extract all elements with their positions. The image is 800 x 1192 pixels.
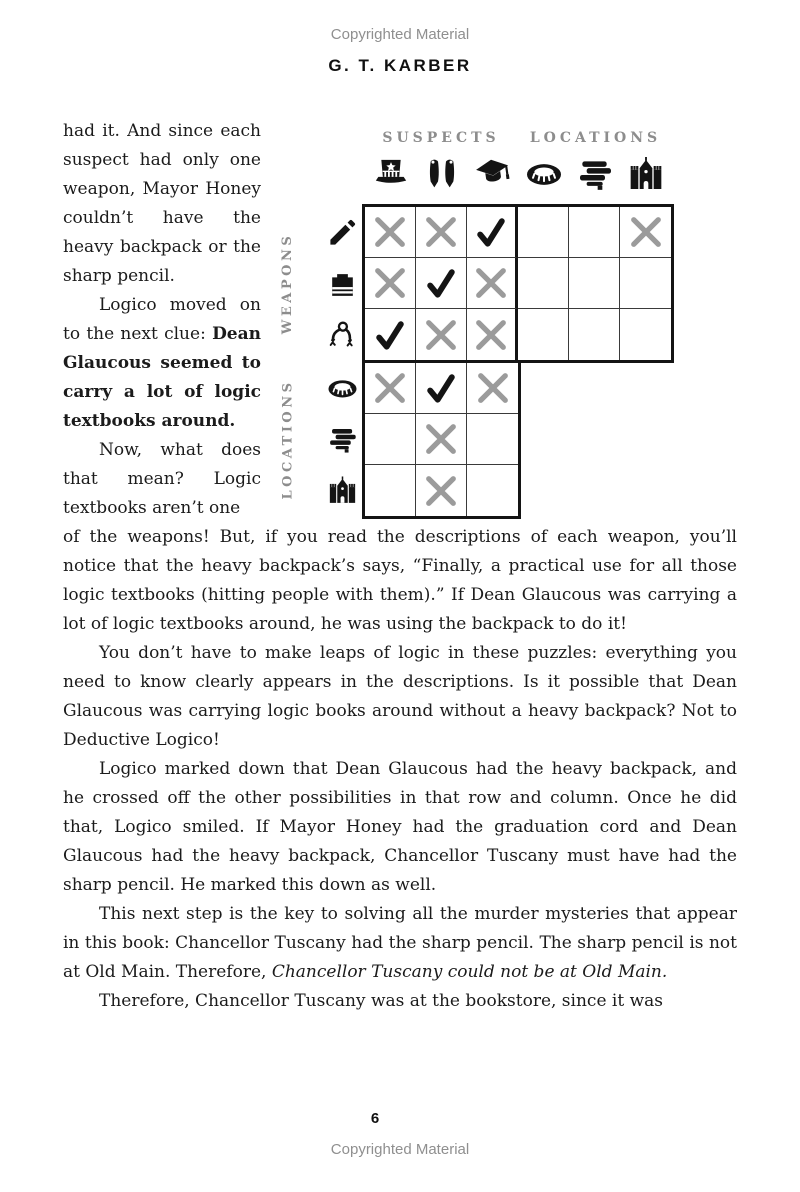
- pencil-icon: [322, 207, 362, 258]
- check-mark-icon: [421, 368, 461, 408]
- grid-cell: [467, 309, 518, 360]
- grid-cell: [569, 309, 620, 360]
- paragraph: This next step is the key to solving all the murder mysteries that appear in this book: Chancellor Tuscany had the sharp pencil. The sharp pencil is not at Old Main. Therefore, Chancellor Tuscany could not be at Old Main.: [63, 904, 737, 982]
- check-mark-icon: [471, 212, 511, 252]
- weapons-side-label: WEAPONS: [280, 232, 296, 335]
- grid-cell: [569, 258, 620, 309]
- locations-group-label: LOCATIONS: [529, 130, 662, 146]
- old-main-icon: [620, 151, 671, 197]
- grid-cell: [569, 207, 620, 258]
- paragraph: Therefore, Chancellor Tuscany was at the bookstore, since it was: [99, 991, 663, 1011]
- x-mark-icon: [470, 262, 512, 304]
- grid-cell: [365, 465, 416, 516]
- grid-cell: [365, 309, 416, 360]
- x-mark-icon: [625, 211, 667, 253]
- grid-cell: [467, 414, 518, 465]
- x-mark-icon: [369, 211, 411, 253]
- grid-cell: [416, 207, 467, 258]
- x-mark-icon: [369, 262, 411, 304]
- grid-cell: [467, 363, 518, 414]
- grid-cell: [467, 465, 518, 516]
- grid-cell: [416, 309, 467, 360]
- page-number: 6: [370, 1110, 380, 1127]
- x-mark-icon: [472, 367, 514, 409]
- x-mark-icon: [470, 314, 512, 356]
- location-row-icons-strip: [322, 363, 362, 516]
- grid-locations-block: [362, 360, 521, 519]
- x-mark-icon: [420, 314, 462, 356]
- header-copyright-notice: Copyrighted Material: [330, 26, 470, 43]
- old-main-icon: [322, 465, 362, 516]
- grid-cell: [518, 207, 569, 258]
- paragraph: Logico marked down that Dean Glaucous had the heavy backpack, and he crossed off the other possibilities in that row and column. Once he did that, Logico smiled. If Mayor Honey had the graduation cord and Dean Glaucous had the heavy backpack, Chancellor Tuscany must have had the sharp pencil. He marked this down as well.: [63, 759, 737, 895]
- grid-cell: [518, 258, 569, 309]
- suspects-group-label: SUSPECTS: [382, 130, 500, 146]
- grid-cell: [365, 414, 416, 465]
- top-hat-icon: [365, 151, 416, 197]
- grid-weapons-block: [362, 204, 674, 363]
- x-mark-icon: [369, 367, 411, 409]
- stadium-icon: [518, 151, 569, 197]
- grid-cell: [416, 414, 467, 465]
- stole-icon: [416, 151, 467, 197]
- backpack-icon: [322, 258, 362, 309]
- grid-cell: [467, 207, 518, 258]
- paragraph: had it. And since each suspect had only one weapon, Mayor Honey couldn’t have the heavy backpack or the sharp pencil.: [63, 121, 261, 286]
- grid-cell: [365, 207, 416, 258]
- grid-cell: [620, 207, 671, 258]
- grid-cell: [620, 258, 671, 309]
- grid-cell: [416, 363, 467, 414]
- paragraph: Logico moved on to the next clue: Dean Glaucous seemed to carry a lot of logic textbooks around.: [63, 295, 261, 431]
- paragraph: Now, what does that mean? Logic textbooks aren’t one: [63, 440, 261, 518]
- check-mark-icon: [421, 263, 461, 303]
- grid-cell: [416, 465, 467, 516]
- grid-cell: [365, 258, 416, 309]
- books-icon: [569, 151, 620, 197]
- cord-icon: [322, 309, 362, 360]
- column-icons-strip: [365, 151, 671, 197]
- x-mark-icon: [420, 211, 462, 253]
- graduation-cap-icon: [467, 151, 518, 197]
- paragraph: of the weapons! But, if you read the descriptions of each weapon, you’ll notice that the heavy backpack’s says, “Finally, a practical use for all those logic textbooks (hitting people with them).” If Dean Glaucous was carrying a lot of logic textbooks around, he was using the backpack to do it!: [63, 527, 737, 634]
- paragraph: You don’t have to make leaps of logic in these puzzles: everything you need to know clearly appears in the descriptions. Is it possible that Dean Glaucous was carrying logic books around without a heavy backpack? Not to Deductive Logico!: [63, 643, 737, 750]
- grid-cell: [518, 309, 569, 360]
- weapon-row-icons-strip: [322, 207, 362, 360]
- stadium-icon: [322, 363, 362, 414]
- full-width-text: [63, 523, 737, 1016]
- grid-cell: [416, 258, 467, 309]
- grid-cell: [467, 258, 518, 309]
- x-mark-icon: [420, 418, 462, 460]
- left-text-column: [63, 117, 261, 523]
- grid-cell: [620, 309, 671, 360]
- check-mark-icon: [370, 315, 410, 355]
- x-mark-icon: [420, 470, 462, 512]
- author-name: G. T. KARBER: [328, 56, 472, 75]
- books-icon: [322, 414, 362, 465]
- grid-cell: [365, 363, 416, 414]
- footer-copyright-notice: Copyrighted Material: [330, 1141, 470, 1158]
- locations-side-label: LOCATIONS: [280, 379, 296, 500]
